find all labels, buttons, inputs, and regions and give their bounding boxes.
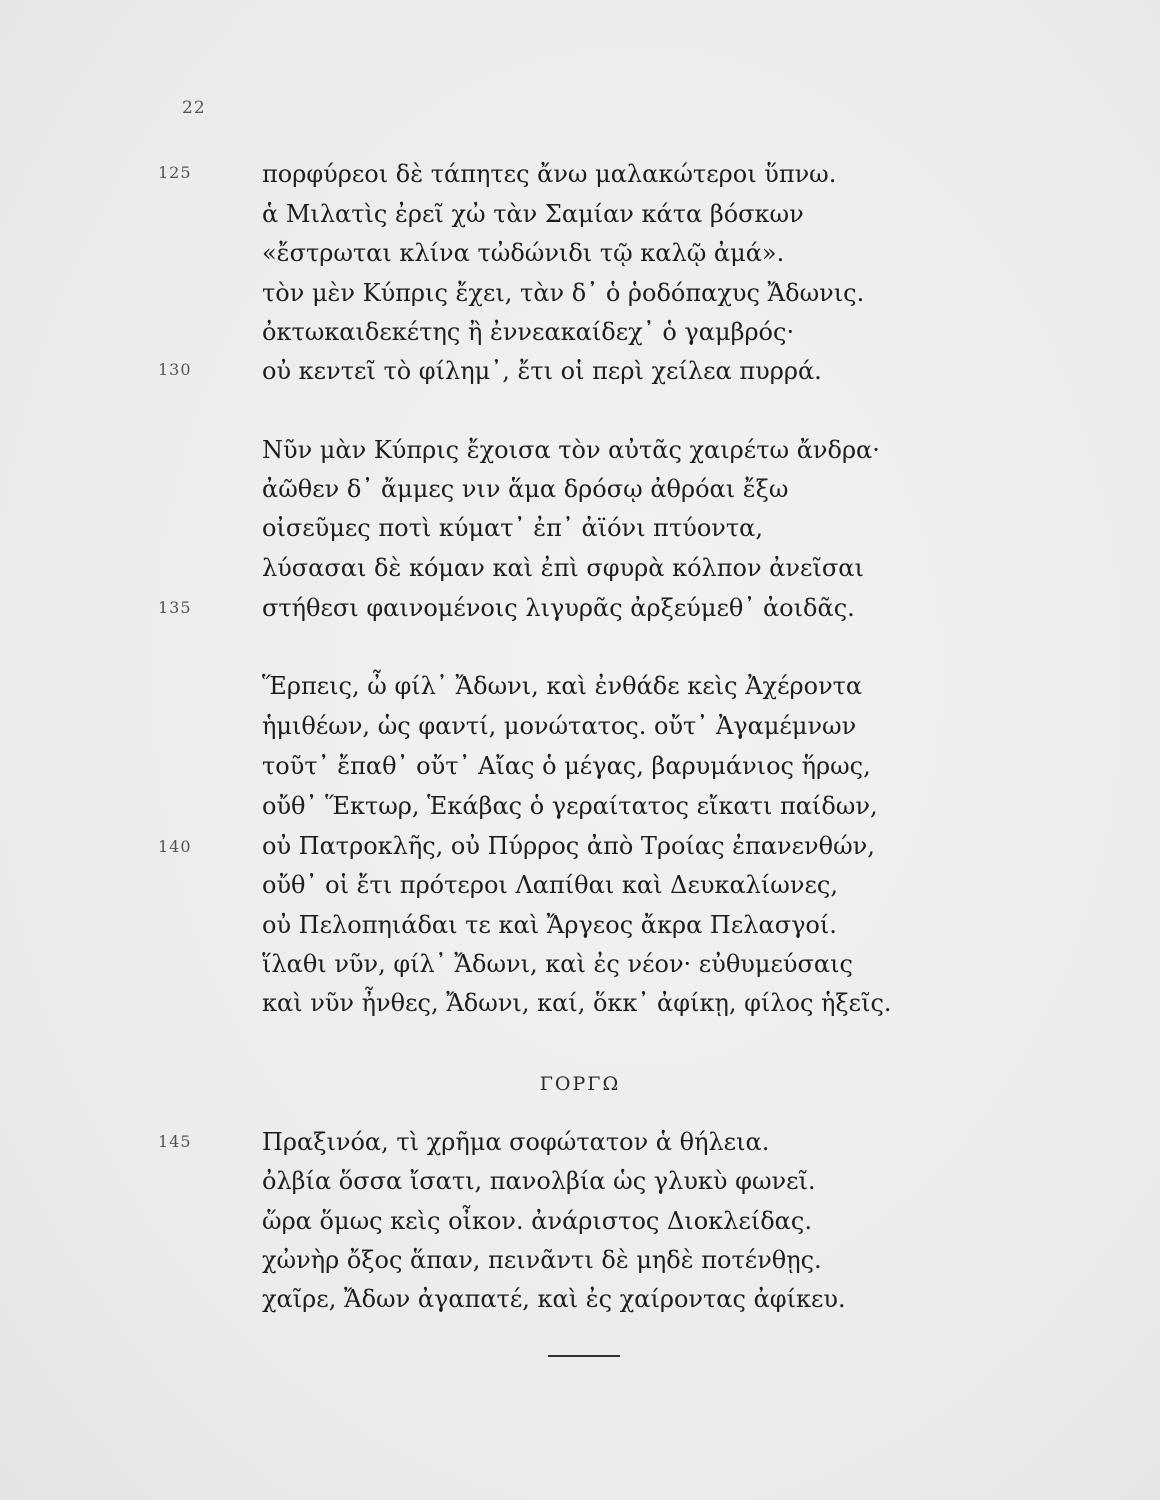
line-number-130: 130 xyxy=(158,360,192,379)
verse-line: οὐ Πελοπηιάδαι τε καὶ Ἄργεος ἄκρα Πελασγοί. xyxy=(262,911,837,939)
verse-line: οὔθ᾽ οἱ ἔτι πρότεροι Λαπίθαι καὶ Δευκαλίωνες, xyxy=(262,871,838,899)
verse-line: οὔθ᾽ Ἕκτωρ, Ἑκάβας ὁ γεραίτατος εἴκατι παίδων, xyxy=(262,792,878,820)
verse-line: ἵλαθι νῦν, φίλ᾽ Ἄδωνι, καὶ ἐς νέον· εὐθυμεύσαις xyxy=(262,950,853,978)
verse-line: οἰσεῦμες ποτὶ κύματ᾽ ἐπ᾽ ἀϊόνι πτύοντα, xyxy=(262,514,763,542)
line-number-135: 135 xyxy=(158,598,192,617)
verse-line: ἁ Μιλατὶς ἐρεῖ χὠ τὰν Σαμίαν κάτα βόσκων xyxy=(262,200,804,228)
verse-line: Νῦν μὰν Κύπρις ἔχοισα τὸν αὐτᾶς χαιρέτω ἄνδρα· xyxy=(262,436,880,464)
verse-line: λύσασαι δὲ κόμαν καὶ ἐπὶ σφυρὰ κόλπον ἀνεῖσαι xyxy=(262,554,864,582)
verse-line: ὀκτωκαιδεκέτης ἢ ἐννεακαίδεχ᾽ ὁ γαμβρός· xyxy=(262,318,795,346)
verse-line: ἀῶθεν δ᾽ ἄμμες νιν ἅμα δρόσῳ ἀθρόαι ἔξω xyxy=(262,475,789,503)
verse-line: χὠνὴρ ὄξος ἅπαν, πεινᾶντι δὲ μηδὲ ποτένθῃς. xyxy=(262,1246,822,1274)
verse-line: Ἕρπεις, ὦ φίλ᾽ Ἄδωνι, καὶ ἐνθάδε κεὶς Ἀχέροντα xyxy=(262,672,863,700)
verse-line: πορφύρεοι δὲ τάπητες ἄνω μαλακώτεροι ὕπνω. xyxy=(262,160,837,188)
verse-line: καὶ νῦν ἦνθες, Ἄδωνι, καί, ὅκκ᾽ ἀφίκῃ, φίλος ἡξεῖς. xyxy=(262,989,892,1017)
verse-line: ἡμιθέων, ὡς φαντί, μονώτατος. οὔτ᾽ Ἀγαμέμνων xyxy=(262,712,857,740)
verse-line: χαῖρε, Ἄδων ἀγαπατέ, καὶ ἐς χαίροντας ἀφίκευ. xyxy=(262,1285,846,1313)
line-number-140: 140 xyxy=(158,837,192,856)
speaker-heading: ΓΟΡΓΩ xyxy=(539,1073,621,1095)
line-number-145: 145 xyxy=(158,1132,192,1151)
verse-line: τὸν μὲν Κύπρις ἔχει, τὰν δ᾽ ὁ ῥοδόπαχυς Ἄδωνις. xyxy=(262,279,865,307)
verse-line: οὐ Πατροκλῆς, οὐ Πύρρος ἀπὸ Τροίας ἐπανενθών, xyxy=(262,832,875,860)
verse-line: «ἔστρωται κλίνα τὠδώνιδι τῷ καλῷ ἀμά». xyxy=(262,239,785,267)
end-rule xyxy=(548,1355,620,1357)
verse-line: ὥρα ὅμως κεὶς οἶκον. ἀνάριστος Διοκλείδας. xyxy=(262,1207,812,1235)
page-number: 22 xyxy=(182,98,206,118)
verse-line: στήθεσι φαινομένοις λιγυρᾶς ἀρξεύμεθ᾽ ἀοιδᾶς. xyxy=(262,594,855,622)
verse-line: Πραξινόα, τὶ χρῆμα σοφώτατον ἁ θήλεια. xyxy=(262,1128,770,1156)
verse-line: ὀλβία ὅσσα ἴσατι, πανολβία ὡς γλυκὺ φωνεῖ. xyxy=(262,1167,816,1195)
line-number-125: 125 xyxy=(158,163,192,182)
verse-line: τοῦτ᾽ ἔπαθ᾽ οὔτ᾽ Αἴας ὁ μέγας, βαρυμάνιος ἥρως, xyxy=(262,752,871,780)
verse-line: οὐ κεντεῖ τὸ φίλημ᾽, ἔτι οἱ περὶ χείλεα πυρρά. xyxy=(262,357,822,385)
